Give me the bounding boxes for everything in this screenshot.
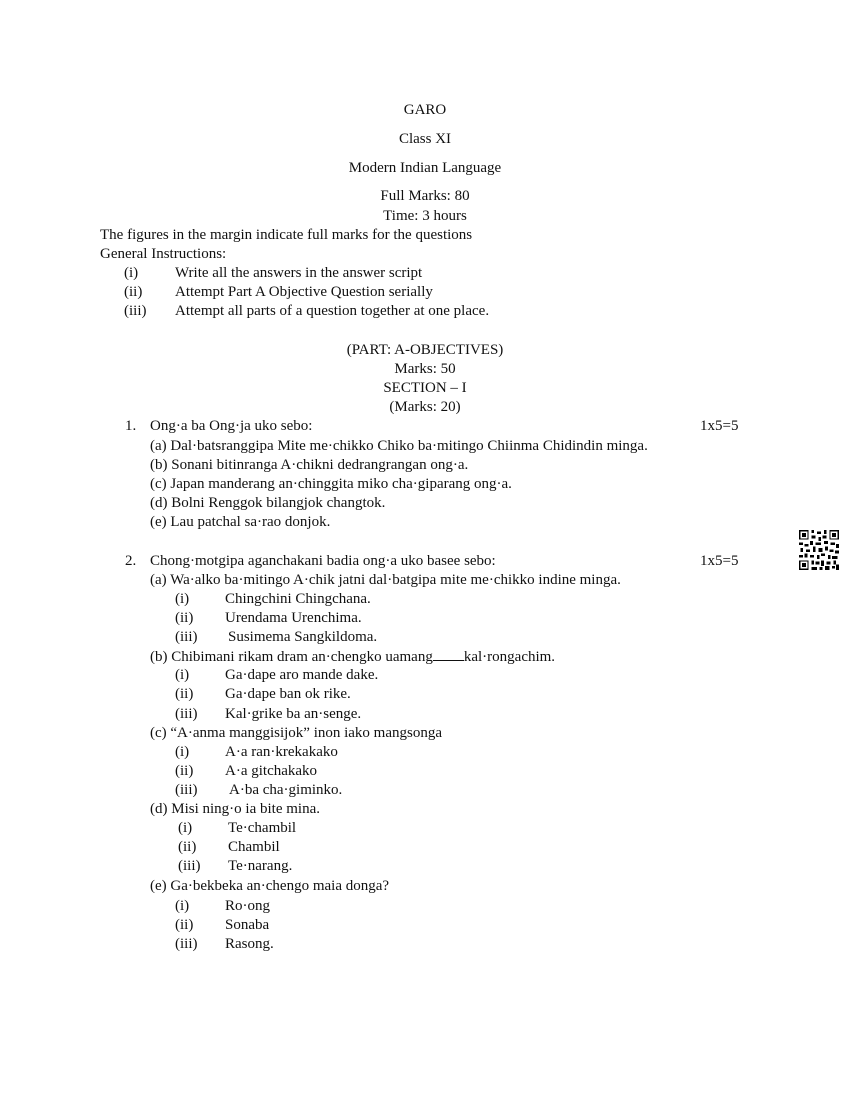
option-num: (iii) bbox=[175, 629, 198, 645]
option-text: Susimema Sangkildoma. bbox=[228, 629, 378, 645]
class-name: Class XI bbox=[398, 131, 452, 147]
question-number: 2. bbox=[125, 553, 137, 569]
sub-question-stem bbox=[150, 647, 555, 666]
option-text: Te·chambil bbox=[228, 820, 297, 836]
subject-title: GARO bbox=[403, 102, 447, 118]
section-marks: (Marks: 20) bbox=[389, 399, 461, 415]
option-num: (i) bbox=[175, 898, 190, 914]
option-text: Kal·grike ba an·senge. bbox=[225, 706, 362, 722]
option-num: (i) bbox=[178, 820, 193, 836]
question-marks: 1x5=5 bbox=[700, 418, 739, 434]
instruction-num: (iii) bbox=[124, 303, 147, 319]
instructions-heading: General Instructions: bbox=[100, 246, 227, 262]
option-num: (i) bbox=[175, 591, 190, 607]
question-number: 1. bbox=[125, 418, 137, 434]
instruction-text: Write all the answers in the answer script bbox=[175, 265, 423, 281]
question-item: (e) Lau patchal sa·rao donjok. bbox=[150, 514, 331, 530]
question-item: (c) Japan manderang an·chinggita miko cha·giparang ong·a. bbox=[150, 476, 512, 492]
option-text: A·a ran·krekakako bbox=[225, 744, 338, 760]
part-title: (PART: A-OBJECTIVES) bbox=[346, 342, 504, 358]
question-item: (b) Sonani bitinranga A·chikni dedrangrangan ong·a. bbox=[150, 457, 469, 473]
option-num: (ii) bbox=[175, 686, 194, 702]
option-num: (ii) bbox=[175, 610, 194, 626]
instruction-text: Attempt all parts of a question together at one place. bbox=[175, 303, 490, 319]
option-num: (i) bbox=[175, 667, 190, 683]
full-marks: Full Marks: 80 bbox=[380, 188, 470, 204]
option-text: Chingchini Chingchana. bbox=[225, 591, 371, 607]
option-text: Sonaba bbox=[225, 917, 270, 933]
option-num: (ii) bbox=[175, 917, 194, 933]
part-marks: Marks: 50 bbox=[394, 361, 456, 377]
option-text: Te·narang. bbox=[228, 858, 293, 874]
option-num: (iii) bbox=[175, 936, 198, 952]
instruction-num: (ii) bbox=[124, 284, 143, 300]
option-text: Ga·dape ban ok rike. bbox=[225, 686, 351, 702]
option-num: (iii) bbox=[175, 782, 198, 798]
option-num: (iii) bbox=[178, 858, 201, 874]
option-text: Chambil bbox=[228, 839, 280, 855]
paper-name: Modern Indian Language bbox=[348, 160, 502, 176]
answer-blank bbox=[433, 647, 464, 661]
instruction-text: Attempt Part A Objective Question serially bbox=[175, 284, 433, 300]
option-text: Urendama Urenchima. bbox=[225, 610, 362, 626]
section-title: SECTION – I bbox=[383, 380, 467, 396]
sub-question-stem: (c) “A·anma manggisijok” inon iako mangsonga bbox=[150, 725, 443, 741]
question-text: Chong·motgipa aganchakani badia ong·a uko basee sebo: bbox=[150, 553, 496, 569]
option-text: A·ba cha·giminko. bbox=[229, 782, 343, 798]
qr-code-icon bbox=[799, 530, 839, 570]
option-num: (iii) bbox=[175, 706, 198, 722]
question-item: (a) Dal·batsranggipa Mite me·chikko Chiko ba·mitingo Chiinma Chidindin minga. bbox=[150, 438, 648, 454]
margin-note: The figures in the margin indicate full marks for the questions bbox=[100, 227, 473, 243]
option-text: Ga·dape aro mande dake. bbox=[225, 667, 379, 683]
stem-after-blank: kal·rongachim. bbox=[463, 649, 556, 665]
option-num: (i) bbox=[175, 744, 190, 760]
option-text: Ro·ong bbox=[225, 898, 270, 914]
question-item: (d) Bolni Renggok bilangjok changtok. bbox=[150, 495, 386, 511]
option-num: (ii) bbox=[178, 839, 197, 855]
sub-question-stem: (d) Misi ning·o ia bite mina. bbox=[150, 801, 320, 817]
option-num: (ii) bbox=[175, 763, 194, 779]
time-allowed: Time: 3 hours bbox=[383, 208, 467, 224]
option-text: Rasong. bbox=[225, 936, 274, 952]
question-text: Ong·a ba Ong·ja uko sebo: bbox=[150, 418, 313, 434]
sub-question-stem: (e) Ga·bekbeka an·chengo maia donga? bbox=[150, 878, 390, 894]
stem-before-blank: (b) Chibimani rikam dram an·chengko uamang bbox=[150, 649, 433, 665]
option-text: A·a gitchakako bbox=[225, 763, 318, 779]
question-marks: 1x5=5 bbox=[700, 553, 739, 569]
instruction-num: (i) bbox=[124, 265, 139, 281]
sub-question-stem: (a) Wa·alko ba·mitingo A·chik jatni dal·batgipa mite me·chikko indine minga. bbox=[150, 572, 621, 588]
